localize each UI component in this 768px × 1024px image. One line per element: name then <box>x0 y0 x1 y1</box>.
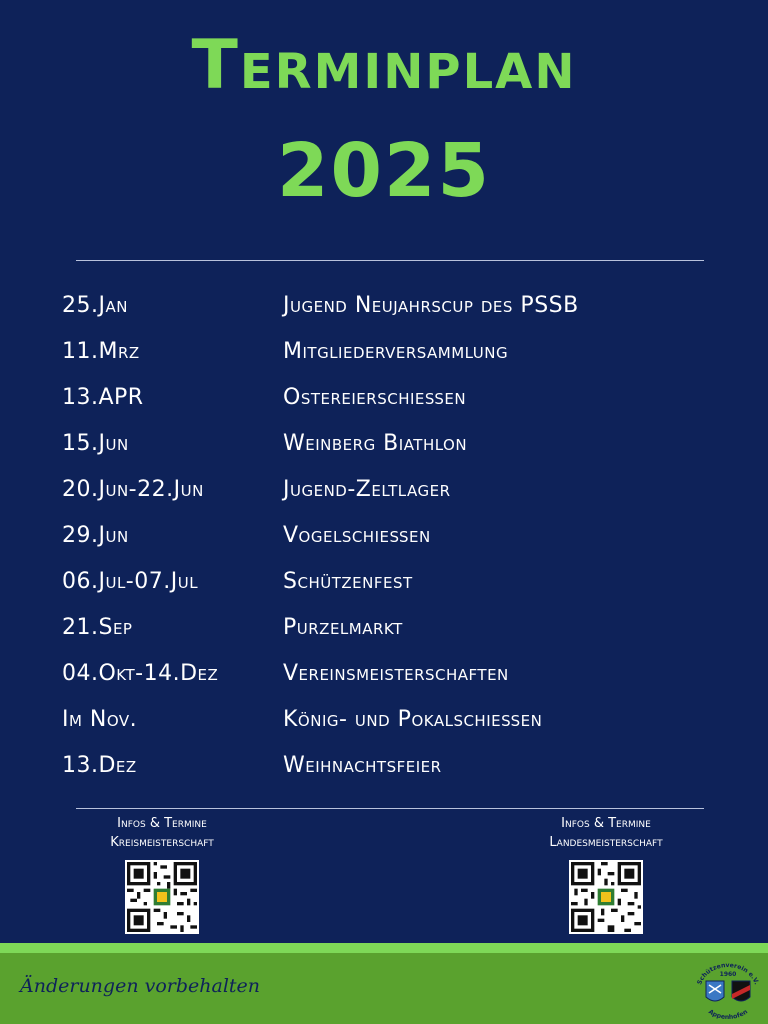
event-name: Purzelmarkt <box>283 614 403 640</box>
event-name: Schützenfest <box>283 568 413 594</box>
event-date: 13.APR <box>62 384 144 410</box>
event-name: Jugend Neujahrscup des PSSB <box>283 292 579 318</box>
events-list <box>62 282 712 788</box>
event-row <box>62 650 712 696</box>
event-row <box>62 512 712 558</box>
page-title: Terminplan <box>191 26 577 105</box>
event-date: 21.Sep <box>62 614 133 640</box>
footer-accent-strip <box>0 943 768 953</box>
event-row <box>62 696 712 742</box>
event-date: 13.Dez <box>62 752 137 778</box>
event-date: 20.Jun-22.Jun <box>62 476 204 502</box>
event-row <box>62 328 712 374</box>
qr-block-landesmeisterschaft <box>496 814 716 934</box>
footer-note: Änderungen vorbehalten <box>20 975 261 997</box>
event-row <box>62 420 712 466</box>
divider-bottom <box>76 808 704 809</box>
event-name: Mitgliederversammlung <box>283 338 509 364</box>
svg-text:Appenhofen <box>707 1008 749 1021</box>
qr-label-line1: Infos & Termine <box>117 816 207 831</box>
event-name: Jugend-Zeltlager <box>283 476 451 502</box>
logo-text-bottom: Appenhofen <box>706 1008 750 1021</box>
event-date: Im Nov. <box>62 706 138 732</box>
event-date: 29.Jun <box>62 522 129 548</box>
event-date: 11.Mrz <box>62 338 140 364</box>
footer <box>0 953 768 1024</box>
qr-label-line1: Infos & Termine <box>561 816 651 831</box>
qr-block-kreismeisterschaft <box>52 814 272 934</box>
divider-top <box>76 260 704 261</box>
logo-year: 1960 <box>719 971 737 978</box>
event-row <box>62 558 712 604</box>
event-row <box>62 742 712 788</box>
event-row <box>62 282 712 328</box>
event-date: 25.Jan <box>62 292 128 318</box>
event-name: Weihnachtsfeier <box>283 752 442 778</box>
qr-code-icon[interactable] <box>125 860 199 934</box>
event-name: Vereinsmeisterschaften <box>283 660 509 686</box>
event-name: Weinberg Biathlon <box>283 430 468 456</box>
event-date: 15.Jun <box>62 430 129 456</box>
club-logo-icon <box>692 961 764 1021</box>
event-row <box>62 466 712 512</box>
qr-label-line2: Kreismeisterschaft <box>110 835 214 850</box>
event-row <box>62 604 712 650</box>
event-name: König- und Pokalschießen <box>283 706 543 732</box>
logo-text-top: Schützenverein e.V. <box>696 961 760 986</box>
event-row <box>62 374 712 420</box>
event-name: Vogelschießen <box>283 522 431 548</box>
qr-code-icon[interactable] <box>569 860 643 934</box>
qr-label-line2: Landesmeisterschaft <box>549 835 663 850</box>
event-date: 04.Okt-14.Dez <box>62 660 219 686</box>
event-name: Ostereierschießen <box>283 384 467 410</box>
page-year: 2025 <box>277 128 491 214</box>
event-date: 06.Jul-07.Jul <box>62 568 199 594</box>
